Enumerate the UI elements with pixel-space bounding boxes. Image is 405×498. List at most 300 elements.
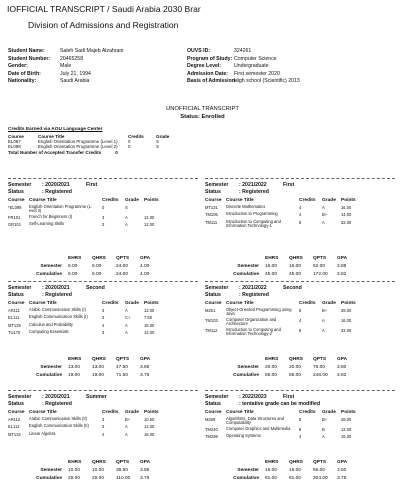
course-title: French for Beginners (I)	[29, 213, 73, 219]
course-title: Introduction to Computing and Information Technology-2	[226, 326, 281, 337]
course-code: FR101	[8, 214, 21, 220]
column-header: QPTS	[313, 357, 327, 362]
spacer	[205, 460, 265, 465]
dashed-divider	[8, 178, 198, 179]
course-code: TM112	[205, 327, 218, 333]
course-title: Computer Organization and Architecture	[226, 316, 277, 327]
semester-label: Semester	[8, 394, 32, 400]
semester-block	[8, 178, 198, 228]
info-row	[187, 56, 300, 64]
course-title: Object-Oriented Programming using Java	[226, 306, 292, 316]
total-value: 6.00	[68, 264, 78, 269]
info-label: Basis of Admission:	[187, 78, 237, 85]
spacer	[8, 460, 68, 465]
column-header: Grade	[322, 198, 336, 203]
course-points: 16.00	[144, 322, 155, 328]
column-header: EHRS	[265, 357, 279, 362]
division-title: Division of Admissions and Registration	[28, 20, 179, 30]
spacer	[8, 357, 68, 362]
total-value: 3.79	[140, 476, 150, 481]
info-value: Male	[60, 63, 72, 70]
total-value: 10.00	[92, 468, 105, 473]
course-grade: A	[322, 219, 325, 225]
semester-status-row	[205, 189, 395, 196]
column-header: QPTS	[313, 256, 327, 261]
total-value: 110.00	[116, 476, 131, 481]
column-header: QHRS	[289, 256, 303, 261]
semester-status-row	[205, 401, 395, 408]
total-value: 47.50	[116, 365, 129, 370]
semester-status: : Registered	[239, 189, 269, 195]
course-grade: B+	[125, 416, 131, 422]
total-value: 38.50	[116, 468, 129, 473]
course-points: 32.00	[341, 327, 352, 333]
semester-header	[205, 285, 395, 292]
dashed-divider	[205, 178, 395, 179]
row-label: Semester	[40, 264, 62, 269]
course-table-header	[205, 410, 395, 415]
total-value: 6.00	[92, 264, 102, 269]
total-value: 20.00	[265, 365, 278, 370]
enrollment-status: Status: Enrolled	[180, 114, 225, 120]
info-label: Degree Level:	[187, 63, 222, 70]
aou-credits-section	[8, 127, 208, 155]
course-table-header	[8, 301, 198, 306]
info-row	[8, 48, 123, 56]
course-row	[205, 212, 395, 218]
semester-totals	[8, 256, 198, 277]
course-grade: B+	[322, 416, 328, 422]
course-points: 16.00	[341, 317, 352, 323]
column-header: Grade	[125, 410, 139, 415]
semester-term: First	[283, 394, 295, 400]
course-title: Linear Algebra	[29, 430, 56, 436]
course-title: Introduction to Programming	[226, 211, 278, 217]
column-header: Credits	[102, 410, 119, 415]
info-row	[8, 56, 123, 64]
semester-header	[8, 394, 198, 401]
column-header: Grade	[322, 301, 336, 306]
info-label: Date of Birth:	[8, 70, 41, 77]
course-credits: 3	[102, 307, 105, 313]
course-table-header	[205, 301, 395, 306]
course-grade: A	[322, 327, 325, 333]
total-value: 16.00	[289, 468, 302, 473]
info-label: Student Name:	[8, 48, 45, 54]
course-table-header	[8, 410, 198, 415]
total-value: 3.50	[337, 468, 347, 473]
total-value: 45.00	[265, 272, 278, 277]
column-header: Course	[8, 410, 25, 415]
course-title: Self-Learning Skills	[29, 221, 65, 227]
course-credits: 3	[102, 214, 105, 220]
info-row	[8, 71, 123, 79]
cumulative-totals-row	[205, 476, 395, 481]
course-title: English Communication Skills (II)	[29, 423, 89, 429]
row-label: Cumulative	[36, 272, 62, 277]
status-label: Status	[205, 401, 221, 407]
column-header: Course	[205, 198, 222, 203]
semester-year: : 2020/2021	[42, 394, 70, 400]
unofficial-title: UNOFFICIAL TRANSCRIPT	[166, 106, 239, 112]
course-credits: 8	[299, 219, 302, 225]
row-label: Semester	[237, 365, 259, 370]
info-value: First semester 2020	[234, 70, 280, 77]
status-label: Status	[205, 189, 221, 195]
status-label: Status	[8, 401, 24, 407]
course-title: English Orientation Programme (Level 1)	[38, 138, 118, 144]
semester-status-row	[8, 189, 198, 196]
course-code: TM103	[205, 317, 218, 323]
course-row	[205, 434, 395, 440]
total-value: 56.00	[313, 468, 326, 473]
info-row	[8, 63, 123, 71]
course-row	[8, 330, 198, 336]
semester-status: : Registered	[42, 292, 72, 298]
info-value: Computer Science	[234, 55, 277, 62]
course-grade: A	[125, 424, 128, 430]
row-label: Semester	[237, 264, 259, 269]
course-credits: 8	[299, 327, 302, 333]
course-title: English Orientation Programme (L. evel 3)	[29, 203, 93, 213]
column-header: Points	[341, 198, 356, 203]
total-value: 81.00	[289, 476, 302, 481]
semester-status-row	[8, 401, 198, 408]
column-header: GPA	[140, 460, 151, 465]
course-code: AR111	[8, 307, 20, 313]
semester-totals	[205, 357, 395, 378]
spacer	[205, 256, 265, 261]
semester-term: Second	[283, 285, 302, 291]
course-code: EL111	[8, 315, 20, 321]
column-header: Course Title	[38, 133, 65, 139]
total-value: 172.00	[313, 272, 328, 277]
student-info-right	[187, 48, 300, 86]
semester-term: First	[86, 182, 98, 188]
total-value: 16.00	[265, 468, 278, 473]
course-title: Algorithms, Data Structures and Computability	[226, 415, 285, 425]
total-value: 16.00	[289, 264, 302, 269]
course-credits: 3	[102, 416, 105, 422]
total-value: 3.88	[337, 264, 347, 269]
info-row	[187, 63, 300, 71]
course-title: Arabic Communication Skills (I)	[29, 306, 86, 312]
total-value: 3.80	[337, 365, 347, 370]
info-label: Admission Date:	[187, 70, 228, 77]
course-points: 12.00	[341, 426, 352, 432]
semester-label: Semester	[8, 182, 32, 188]
column-header: Course Title	[226, 410, 254, 415]
semester-totals-row	[205, 468, 395, 473]
semester-block	[205, 178, 395, 228]
course-grade: A	[125, 330, 128, 336]
total-value: 6.00	[92, 272, 102, 277]
course-row	[8, 323, 198, 329]
course-code: AR112	[8, 416, 21, 422]
column-header: Course	[8, 301, 25, 306]
row-label: Cumulative	[233, 272, 259, 277]
cumulative-totals-row	[8, 272, 198, 277]
course-row	[8, 424, 198, 430]
course-row	[8, 315, 198, 321]
column-header: Points	[144, 301, 159, 306]
column-header: EHRS	[265, 256, 279, 261]
semester-totals-row	[8, 264, 198, 269]
column-header: Credits	[299, 301, 316, 306]
spacer	[205, 357, 265, 362]
status-label: Status	[205, 292, 221, 298]
course-code: TM111	[205, 219, 218, 225]
total-value: 3.76	[140, 373, 150, 378]
row-label: Cumulative	[233, 476, 259, 481]
course-grade: B	[322, 426, 325, 432]
course-title: Calculus and Probability	[29, 321, 73, 327]
total-value: 81.00	[265, 476, 278, 481]
row-label: Cumulative	[233, 373, 259, 378]
course-points: 12.00	[144, 222, 155, 228]
total-value: 65.00	[289, 373, 302, 378]
course-title: Arabic Communication Skills (II)	[29, 415, 88, 421]
total-value: 76.00	[313, 365, 326, 370]
column-header: QPTS	[116, 460, 130, 465]
total-value: 13.00	[68, 365, 81, 370]
info-value: 324261	[234, 48, 252, 54]
column-header: EHRS	[68, 256, 82, 261]
total-value: 13.00	[92, 365, 105, 370]
column-header: QPTS	[116, 357, 130, 362]
course-table-header	[205, 198, 395, 203]
course-title: English Communication Skills (I)	[29, 314, 88, 320]
column-header: Course Title	[29, 301, 57, 306]
semester-status-row	[8, 292, 198, 299]
semester-block	[8, 390, 198, 438]
total-value: 10.00	[68, 468, 81, 473]
course-credits: 4	[299, 212, 302, 218]
column-header: GPA	[337, 460, 348, 465]
semester-totals	[205, 256, 395, 277]
cumulative-totals-row	[8, 476, 198, 481]
course-row	[205, 205, 395, 211]
course-row	[8, 308, 198, 314]
column-header: EHRS	[68, 460, 82, 465]
course-grade: S	[125, 204, 128, 210]
total-value: 71.50	[116, 373, 129, 378]
info-row	[187, 71, 300, 79]
row-label: Semester	[237, 468, 259, 473]
semester-totals-row	[205, 264, 395, 269]
semester-header	[8, 285, 198, 292]
semester-header	[205, 182, 395, 189]
status-label: Status	[8, 189, 24, 195]
course-credits: 4	[299, 434, 302, 440]
total-value: 6.00	[68, 272, 78, 277]
total-value: 24.00	[116, 272, 129, 277]
course-code: M269	[205, 416, 216, 422]
aou-credits-table	[8, 134, 208, 149]
course-row	[8, 222, 198, 228]
transfer-credits-value: 0	[115, 149, 118, 155]
info-value: Saleh Sadi Majeb Alzahrani	[60, 48, 124, 54]
total-value: 24.00	[116, 264, 129, 269]
dashed-divider	[8, 390, 198, 391]
course-points: 28.00	[341, 307, 352, 313]
course-row	[205, 318, 395, 327]
spacer	[8, 256, 68, 261]
total-value: 304.00	[313, 476, 328, 481]
semester-term: First	[283, 182, 295, 188]
semester-label: Semester	[205, 182, 229, 188]
course-grade: A	[125, 322, 128, 328]
column-header: Grade	[322, 410, 336, 415]
row-label: Cumulative	[36, 373, 62, 378]
course-code: EL098	[8, 143, 21, 149]
info-value: 20465258	[60, 55, 84, 62]
course-points: 28.00	[341, 416, 352, 422]
semester-block	[205, 390, 395, 440]
semester-totals-row	[205, 365, 395, 370]
semester-term: Second	[86, 285, 105, 291]
semester-totals	[205, 460, 395, 481]
course-credits: 0	[102, 204, 105, 210]
dashed-divider	[8, 281, 198, 282]
semester-status: : tentative grade can be modified	[239, 401, 320, 407]
semester-term: Summer	[86, 394, 107, 400]
row-label: Semester	[40, 468, 62, 473]
course-points: 12.00	[144, 214, 155, 220]
course-code: MT131	[205, 204, 218, 210]
course-credits: 4	[102, 431, 105, 437]
course-credits: 8	[299, 307, 302, 313]
course-title: Discrete Mathematics	[226, 203, 266, 209]
total-value: 248.00	[313, 373, 328, 378]
column-header: QPTS	[313, 460, 327, 465]
column-header: QHRS	[289, 357, 303, 362]
course-credits: 3	[102, 330, 105, 336]
info-value: Saudi Arabia	[60, 78, 90, 85]
semester-year: : 2020/2021	[42, 182, 70, 188]
column-header: Credits	[299, 198, 316, 203]
transfer-credits-total	[8, 150, 208, 155]
info-label: Program of Study:	[187, 55, 233, 62]
semester-totals	[8, 357, 198, 378]
column-header: Points	[341, 410, 356, 415]
course-code: *EL099	[8, 204, 22, 210]
total-value: 19.00	[92, 373, 105, 378]
dashed-divider	[205, 390, 395, 391]
course-grade: A	[125, 214, 128, 220]
info-label: OUVS ID:	[187, 48, 211, 54]
info-label: Student Number:	[8, 55, 51, 62]
total-value: 3.65	[140, 365, 150, 370]
course-title: Introduction to Computing and Information Technology-1	[226, 218, 281, 229]
course-code: GR101	[8, 222, 21, 228]
semester-status-row	[205, 292, 395, 299]
course-credits: 0	[128, 138, 131, 144]
column-header: Course	[205, 410, 222, 415]
course-code: TM298	[205, 434, 218, 440]
total-value: 19.00	[68, 373, 81, 378]
course-points: 16.00	[341, 204, 352, 210]
course-code: MT129	[8, 322, 21, 328]
total-value: 16.00	[265, 264, 278, 269]
semester-totals-row	[8, 468, 198, 473]
totals-header	[8, 256, 198, 261]
totals-header	[205, 357, 395, 362]
total-value: 29.00	[92, 476, 105, 481]
course-code: EL097	[8, 138, 21, 144]
column-header: Credits	[299, 410, 316, 415]
column-header: GPA	[337, 357, 348, 362]
column-header: Credits	[128, 133, 144, 139]
totals-header	[205, 256, 395, 261]
column-header: EHRS	[68, 357, 82, 362]
column-header: QHRS	[92, 460, 106, 465]
row-label: Cumulative	[36, 476, 62, 481]
course-row	[205, 328, 395, 337]
semester-totals	[8, 460, 198, 481]
course-grade: A	[125, 431, 128, 437]
column-header: GPA	[140, 357, 151, 362]
aou-credits-title: Credits Earned via AOU Language Center	[8, 127, 103, 132]
total-value: 4.00	[140, 272, 150, 277]
semester-label: Semester	[205, 394, 229, 400]
column-header: GPA	[337, 256, 348, 261]
column-header: EHRS	[265, 460, 279, 465]
course-grade: B+	[322, 212, 328, 218]
semester-status: : Registered	[42, 189, 72, 195]
column-header: Credits	[102, 198, 119, 203]
course-grade: A	[125, 307, 128, 313]
semester-status: : Registered	[239, 292, 269, 298]
column-header: Grade	[125, 301, 139, 306]
semester-block	[8, 281, 198, 336]
course-code: TM105	[205, 212, 218, 218]
cumulative-totals-row	[205, 373, 395, 378]
column-header: Course Title	[29, 410, 57, 415]
course-row	[205, 220, 395, 229]
course-credits: 3	[102, 315, 105, 321]
column-header: Grade	[156, 133, 170, 139]
column-header: Course Title	[29, 198, 57, 203]
column-header: Course Title	[226, 198, 254, 203]
info-row	[187, 48, 300, 56]
semester-year: : 2020/2021	[42, 285, 70, 291]
total-value: 3.82	[337, 272, 347, 277]
course-row	[205, 427, 395, 433]
column-header: Points	[341, 301, 356, 306]
course-points: 12.00	[144, 424, 155, 430]
course-credits: 4	[102, 322, 105, 328]
totals-header	[8, 357, 198, 362]
course-grade: A	[322, 317, 325, 323]
course-points: 16.00	[341, 434, 352, 440]
course-grade: A	[322, 204, 325, 210]
course-row	[8, 215, 198, 221]
total-value: 4.00	[140, 264, 150, 269]
total-value: 65.00	[265, 373, 278, 378]
total-value: 3.82	[337, 373, 347, 378]
course-points	[144, 205, 166, 214]
column-header: Grade	[125, 198, 139, 203]
semester-block	[205, 281, 395, 337]
total-value: 3.85	[140, 468, 150, 473]
course-code: TU170	[8, 330, 21, 336]
semester-status: : Registered	[42, 401, 72, 407]
course-code: M251	[205, 307, 216, 313]
course-row	[8, 432, 198, 438]
course-credits: 4	[299, 204, 302, 210]
total-value: 29.00	[68, 476, 81, 481]
